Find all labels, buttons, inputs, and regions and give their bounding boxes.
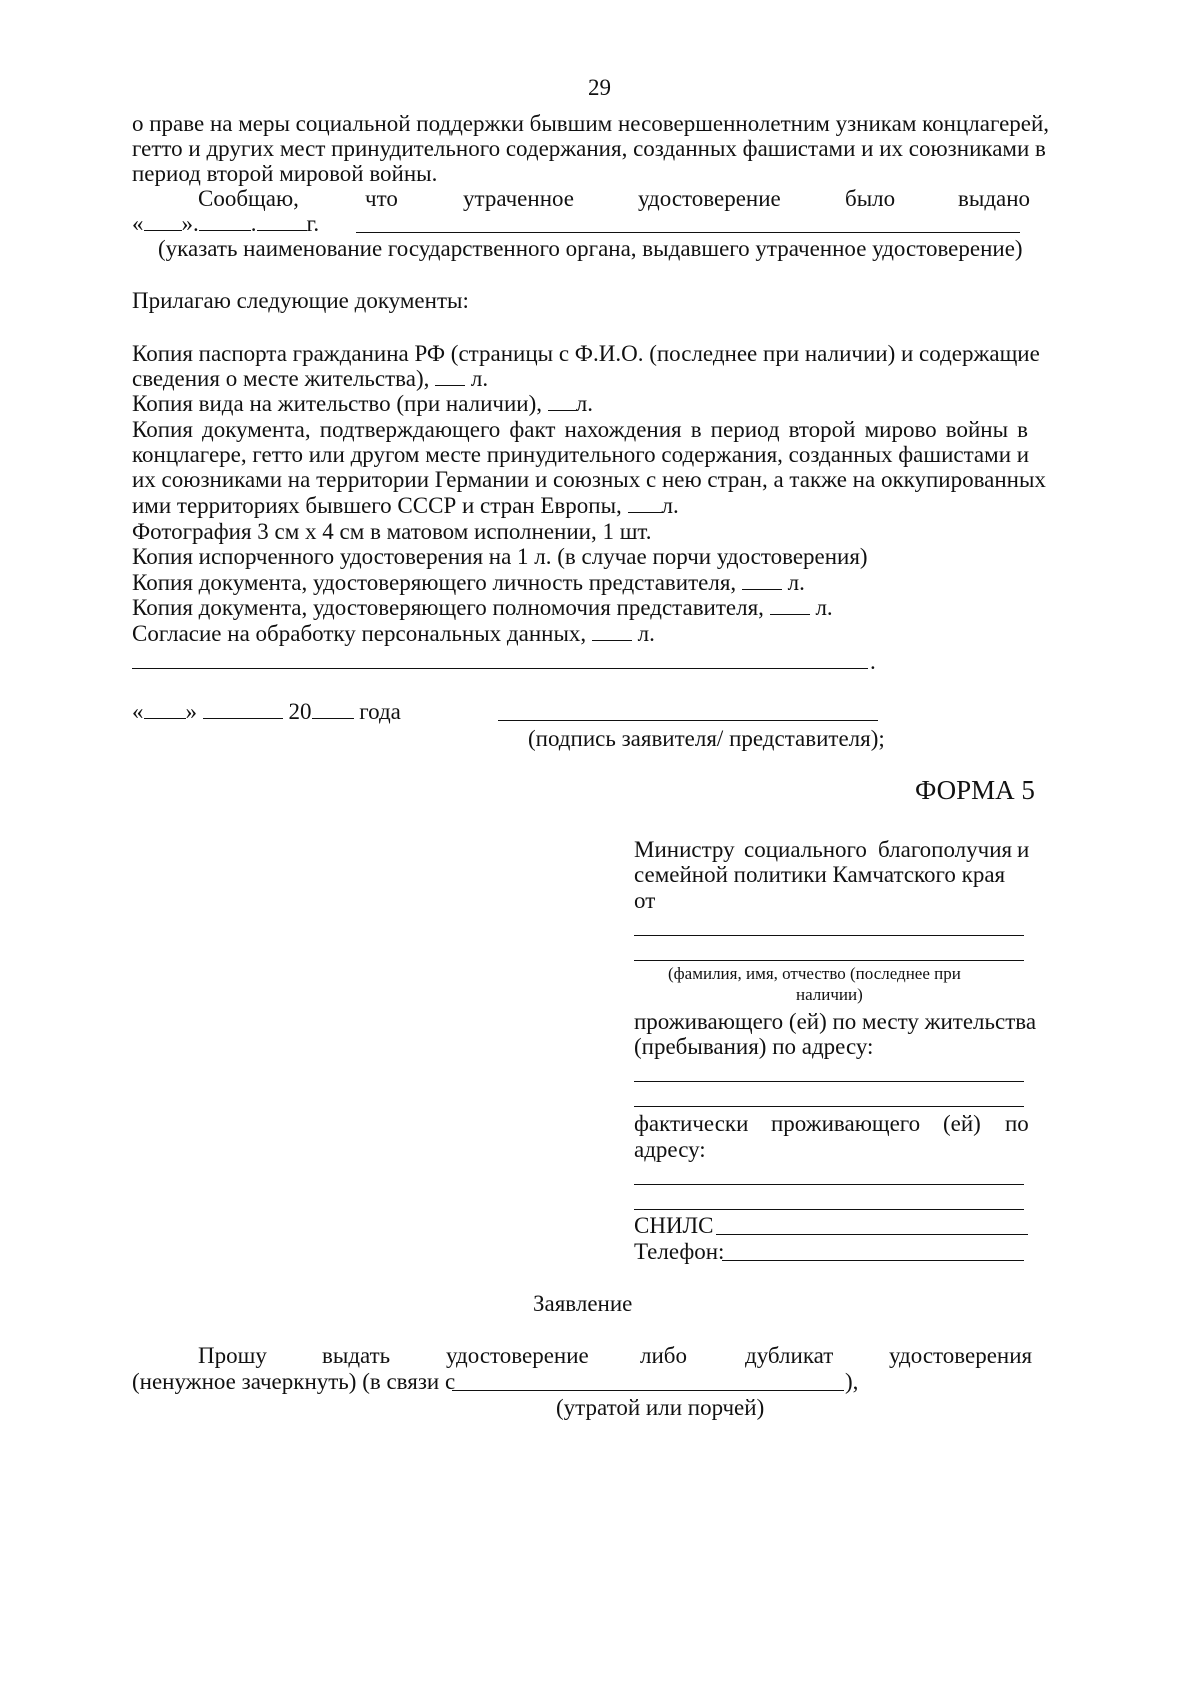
residence-permit-pages-field[interactable] <box>548 390 576 411</box>
phone-label: Телефон: <box>634 1239 725 1264</box>
request-word-4: либо <box>640 1343 687 1368</box>
issue-date-line <box>132 210 319 237</box>
signature-close-quote: » <box>185 699 197 724</box>
signature-field[interactable] <box>498 720 878 721</box>
attachment-camp-doc-line-3: их союзниками на территории Германии и союзных с нею стран, а также на оккупированных <box>132 467 1046 492</box>
actual-address-field-1[interactable] <box>634 1184 1024 1185</box>
recipient-word-4: и <box>1017 837 1030 862</box>
date-close-quote: ». <box>181 211 199 236</box>
representative-authority-pages-field[interactable] <box>770 594 810 615</box>
statement-title: Заявление <box>533 1291 633 1316</box>
attachment-passport-text: сведения о месте жительства), <box>132 366 430 391</box>
actual-address-word-1: фактически <box>634 1111 749 1136</box>
intro-line-2: гетто и других мест принудительного содержания, созданных фашистами и их союзниками в <box>132 136 1046 161</box>
attachment-passport-line-2 <box>132 365 488 392</box>
attachments-heading: Прилагаю следующие документы: <box>132 288 469 313</box>
pages-unit: л. <box>470 366 489 391</box>
actual-address-field-2[interactable] <box>634 1209 1024 1210</box>
additional-attachment-field[interactable] <box>132 668 868 669</box>
attachment-residence-permit-text: Копия вида на жительство (при наличии), <box>132 391 543 416</box>
attachment-consent <box>132 620 655 647</box>
applicant-name-field-1[interactable] <box>634 935 1024 936</box>
intro-line-3: период второй мировой войны. <box>132 161 438 186</box>
report-word-2: что <box>365 186 398 211</box>
attachment-representative-authority <box>132 594 833 621</box>
attachment-camp-doc-text: ими территориях бывшего СССР и стран Европы, <box>132 493 622 518</box>
form-title: ФОРМА 5 <box>915 775 1035 805</box>
recipient-word-1: Министру <box>634 837 735 862</box>
attachment-residence-permit <box>132 390 593 417</box>
pages-unit: л. <box>575 391 593 416</box>
attachment-representative-id <box>132 569 805 596</box>
applicant-name-hint-1: (фамилия, имя, отчество (последнее при <box>668 964 961 983</box>
request-word-6: удостоверения <box>889 1343 1033 1368</box>
attachment-passport-line-1: Копия паспорта гражданина РФ (страницы с Ф.И.О. (последнее при наличии) и содержащие <box>132 341 1040 366</box>
request-word-2: выдать <box>322 1343 391 1368</box>
actual-address-word-4: по <box>1005 1111 1029 1136</box>
attachment-camp-doc-line-4 <box>132 492 679 519</box>
pages-unit: л. <box>787 570 805 595</box>
request-word-5: дубликат <box>745 1343 834 1368</box>
signature-century: 20 <box>288 699 312 724</box>
report-word-4: удостоверение <box>638 186 781 211</box>
request-line-2-text: (ненужное зачеркнуть) (в связи с <box>132 1369 456 1394</box>
passport-pages-field[interactable] <box>435 365 465 386</box>
snils-field[interactable] <box>716 1234 1028 1235</box>
pages-unit: л. <box>637 621 655 646</box>
registration-address-label-1: проживающего (ей) по месту жительства <box>634 1009 1037 1034</box>
attachment-camp-doc-line-2: концлагере, гетто или другом месте принудительного содержания, созданных фашистами и <box>132 442 1030 467</box>
actual-address-word-2: проживающего <box>771 1111 921 1136</box>
attachment-photo: Фотография 3 см х 4 см в матовом исполнении, 1 шт. <box>132 519 652 544</box>
phone-field[interactable] <box>722 1260 1024 1261</box>
recipient-word-2: социального <box>744 837 867 862</box>
additional-attachment-dot: . <box>870 649 876 674</box>
request-line-2-end: ), <box>845 1369 859 1394</box>
attachment-camp-doc-line-1: Копия документа, подтверждающего факт нахождения в период второй мирово войны в <box>132 417 1028 442</box>
signature-year-field[interactable] <box>312 698 354 719</box>
report-word-6: выдано <box>958 186 1031 211</box>
date-month-field[interactable] <box>199 210 251 231</box>
applicant-name-field-2[interactable] <box>634 960 1024 961</box>
intro-line-1: о праве на меры социальной поддержки бывшим несовершеннолетним узникам концлагерей, <box>132 111 1050 136</box>
from-label: от <box>634 888 656 913</box>
signature-date-line <box>132 698 401 725</box>
request-word-1: Прошу <box>198 1343 267 1368</box>
request-reason-field[interactable] <box>452 1390 844 1391</box>
signature-year-word: года <box>359 699 401 724</box>
date-dot: . <box>250 211 257 236</box>
recipient-line-2: семейной политики Камчатского края <box>634 862 1006 887</box>
camp-doc-pages-field[interactable] <box>628 492 662 513</box>
applicant-name-hint-2: наличии) <box>796 985 863 1004</box>
registration-address-field-1[interactable] <box>634 1081 1024 1082</box>
signature-open-quote: « <box>132 699 144 724</box>
registration-address-field-2[interactable] <box>634 1106 1024 1107</box>
request-reason-hint: (утратой или порчей) <box>556 1395 765 1420</box>
actual-address-label-2: адресу: <box>634 1137 706 1162</box>
signature-day-field[interactable] <box>144 698 186 719</box>
consent-pages-field[interactable] <box>592 620 632 641</box>
pages-unit: л. <box>815 595 833 620</box>
date-year-field[interactable] <box>257 210 307 231</box>
date-open-quote: « <box>132 211 144 236</box>
pages-unit: л. <box>661 493 679 518</box>
report-word-5: было <box>845 186 896 211</box>
date-year-suffix: г. <box>306 211 320 236</box>
actual-address-word-3: (ей) <box>943 1111 981 1136</box>
attachment-damaged-certificate: Копия испорченного удостоверения на 1 л. (в случае порчи удостоверения) <box>132 544 868 569</box>
signature-month-field[interactable] <box>203 698 283 719</box>
attachment-representative-authority-text: Копия документа, удостоверяющего полномочия представителя, <box>132 595 764 620</box>
request-word-3: удостоверение <box>446 1343 589 1368</box>
page-number: 29 <box>588 75 611 100</box>
attachment-consent-text: Согласие на обработку персональных данных, <box>132 621 587 646</box>
date-day-field[interactable] <box>144 210 182 231</box>
representative-id-pages-field[interactable] <box>742 569 782 590</box>
attachment-representative-id-text: Копия документа, удостоверяющего личность представителя, <box>132 570 737 595</box>
report-word-1: Сообщаю, <box>198 186 299 211</box>
signature-caption: (подпись заявителя/ представителя); <box>528 726 885 751</box>
report-word-3: утраченное <box>463 186 575 211</box>
registration-address-label-2: (пребывания) по адресу: <box>634 1034 874 1059</box>
snils-label: СНИЛС <box>634 1213 714 1238</box>
issuing-authority-field[interactable] <box>356 232 1020 233</box>
issuing-authority-hint: (указать наименование государственного органа, выдавшего утраченное удостоверение) <box>158 236 1023 261</box>
recipient-word-3: благополучия <box>878 837 1013 862</box>
